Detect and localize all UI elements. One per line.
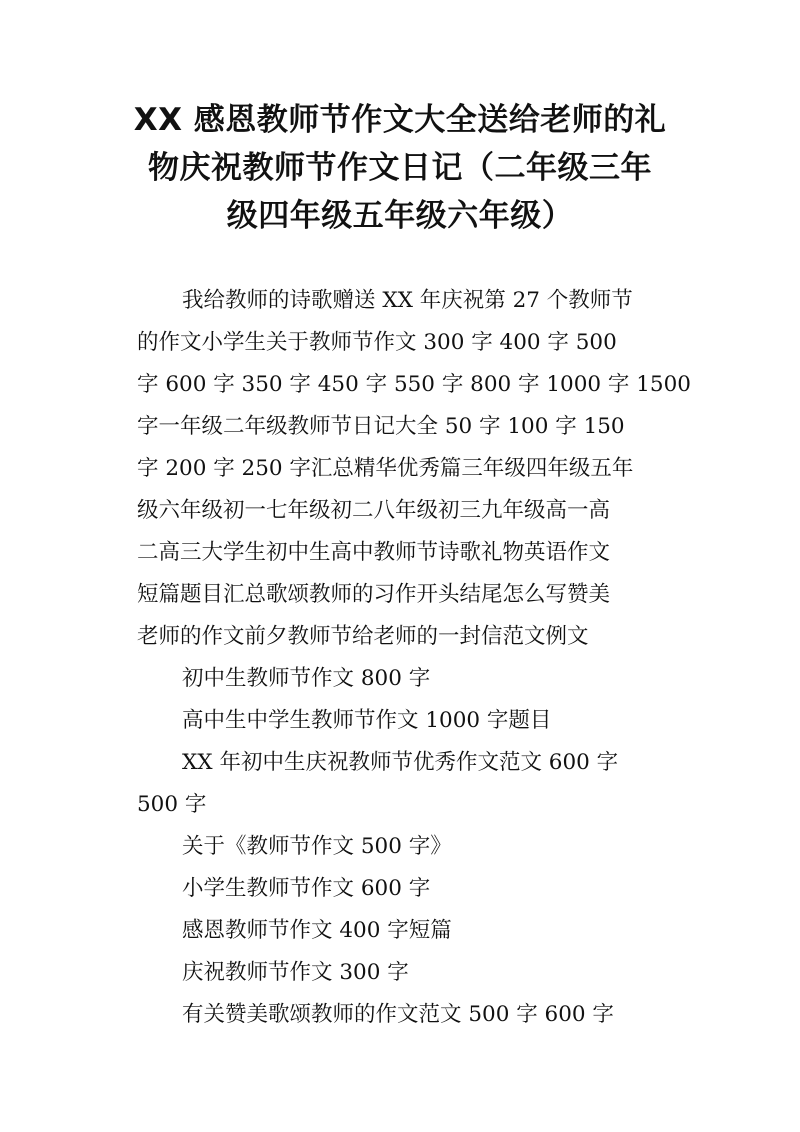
- document-title: [120, 96, 680, 240]
- body-line: 短篇题目汇总歌颂教师的习作开头结尾怎么写赞美: [137, 582, 611, 607]
- title-line-2: 物庆祝教师节作文日记（二年级三年: [148, 150, 652, 186]
- list-item: 有关赞美歌颂教师的作文范文 500 字 600 字: [182, 1002, 614, 1027]
- body-line: 二高三大学生初中生高中教师节诗歌礼物英语作文: [137, 540, 611, 565]
- list-item: 初中生教师节作文 800 字: [182, 666, 431, 691]
- body-line: 老师的作文前夕教师节给老师的一封信范文例文: [137, 624, 589, 649]
- body-line: 字 600 字 350 字 450 字 550 字 800 字 1000 字 1500: [137, 372, 691, 397]
- list-item: 高中生中学生教师节作文 1000 字题目: [182, 708, 552, 733]
- list-item: 小学生教师节作文 600 字: [182, 876, 431, 901]
- title-line-3: 级四年级五年级六年级）: [226, 198, 574, 234]
- title-line-1: XX 感恩教师节作文大全送给老师的礼: [133, 102, 667, 138]
- list-item: 关于《教师节作文 500 字》: [182, 834, 452, 859]
- list-item-continuation: 500 字: [137, 792, 207, 817]
- list-item: 感恩教师节作文 400 字短篇: [182, 918, 452, 943]
- body-line: 字 200 字 250 字汇总精华优秀篇三年级四年级五年: [137, 456, 634, 481]
- document-body: [137, 280, 691, 1036]
- body-line: 字一年级二年级教师节日记大全 50 字 100 字 150: [137, 414, 625, 439]
- list-item: XX 年初中生庆祝教师节优秀作文范文 600 字: [182, 750, 619, 775]
- body-line: 我给教师的诗歌赠送 XX 年庆祝第 27 个教师节: [182, 288, 633, 313]
- body-line: 级六年级初一七年级初二八年级初三九年级高一高: [137, 498, 611, 523]
- body-line: 的作文小学生关于教师节作文 300 字 400 字 500: [137, 330, 617, 355]
- list-item: 庆祝教师节作文 300 字: [182, 960, 409, 985]
